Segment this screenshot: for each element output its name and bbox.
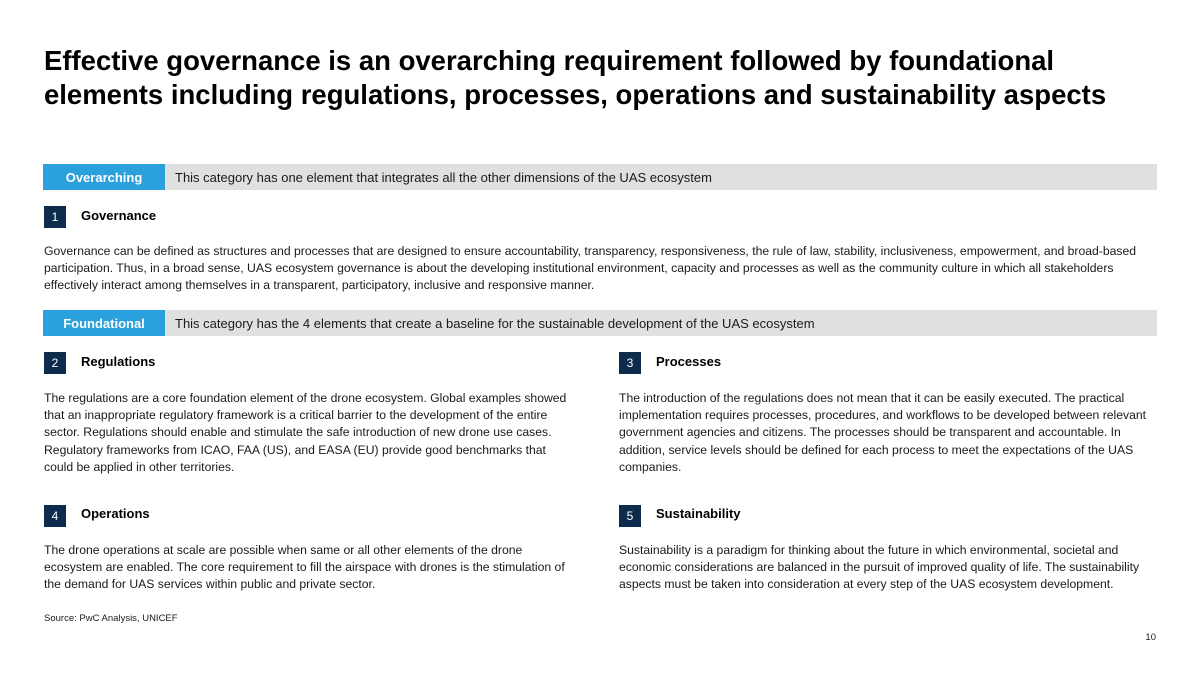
operations-heading: Operations bbox=[81, 506, 150, 521]
overarching-tag: Overarching bbox=[43, 164, 165, 190]
page-title: Effective governance is an overarching requirement followed by foundational elements including regulations, processes, operations and sustainability aspects bbox=[44, 45, 1107, 110]
page-number: 10 bbox=[1145, 632, 1156, 643]
operations-number-badge: 4 bbox=[44, 505, 66, 527]
sustainability-number-badge: 5 bbox=[619, 505, 641, 527]
foundational-category-bar bbox=[43, 310, 1157, 336]
source-note: Source: PwC Analysis, UNICEF bbox=[44, 613, 178, 624]
governance-number-badge: 1 bbox=[44, 206, 66, 228]
operations-text: The drone operations at scale are possible when same or all other elements of the drone ecosystem are enabled. The core requirement to fill the airspace with drones is the stimulation of the demand for UAS services within public and private sector. bbox=[44, 543, 565, 592]
regulations-heading: Regulations bbox=[81, 354, 156, 369]
regulations-text: The regulations are a core foundation element of the drone ecosystem. Global examples showed that an inappropriate regulatory framework is a critical barrier to the development of the entire sector. Regulations should enable and stimulate the safe introduction of new drone use cases. Regulatory frameworks from ICAO, FAA (US), and EASA (EU) provide good benchmarks that could be applied in other territories. bbox=[44, 391, 567, 474]
foundational-tag: Foundational bbox=[43, 310, 165, 336]
overarching-description: This category has one element that integrates all the other dimensions of the UAS ecosystem bbox=[175, 169, 712, 185]
overarching-category-bar bbox=[43, 164, 1157, 190]
governance-heading: Governance bbox=[81, 208, 157, 223]
processes-number-badge: 3 bbox=[619, 352, 641, 374]
regulations-number-badge: 2 bbox=[44, 352, 66, 374]
foundational-description: This category has the 4 elements that create a baseline for the sustainable development of the UAS ecosystem bbox=[175, 315, 815, 331]
processes-heading: Processes bbox=[656, 354, 722, 369]
processes-text: The introduction of the regulations does not mean that it can be easily executed. The practical implementation requires processes, procedures, and workflows to be developed between relevant government agencies and citizens. The processes should be transparent and accountable. In addition, service levels should be defined for each process to meet the expectations of the UAS companies. bbox=[619, 391, 1147, 474]
governance-text: Governance can be defined as structures and processes that are designed to ensure accountability, transparency, responsiveness, the rule of law, stability, inclusiveness, empowerment, and broad-based participation. Thus, in a broad sense, UAS ecosystem governance is about the developing institutional environment, capacity and processes as well as the community culture in which all stakeholders effectively interact among themselves in a transparent, participatory, inclusive and responsive manner. bbox=[44, 244, 1137, 293]
sustainability-text: Sustainability is a paradigm for thinking about the future in which environmental, societal and economic considerations are balanced in the pursuit of improved quality of life. The sustainability aspects must be taken into consideration at every step of the UAS ecosystem development. bbox=[619, 543, 1140, 592]
sustainability-heading: Sustainability bbox=[656, 506, 741, 521]
